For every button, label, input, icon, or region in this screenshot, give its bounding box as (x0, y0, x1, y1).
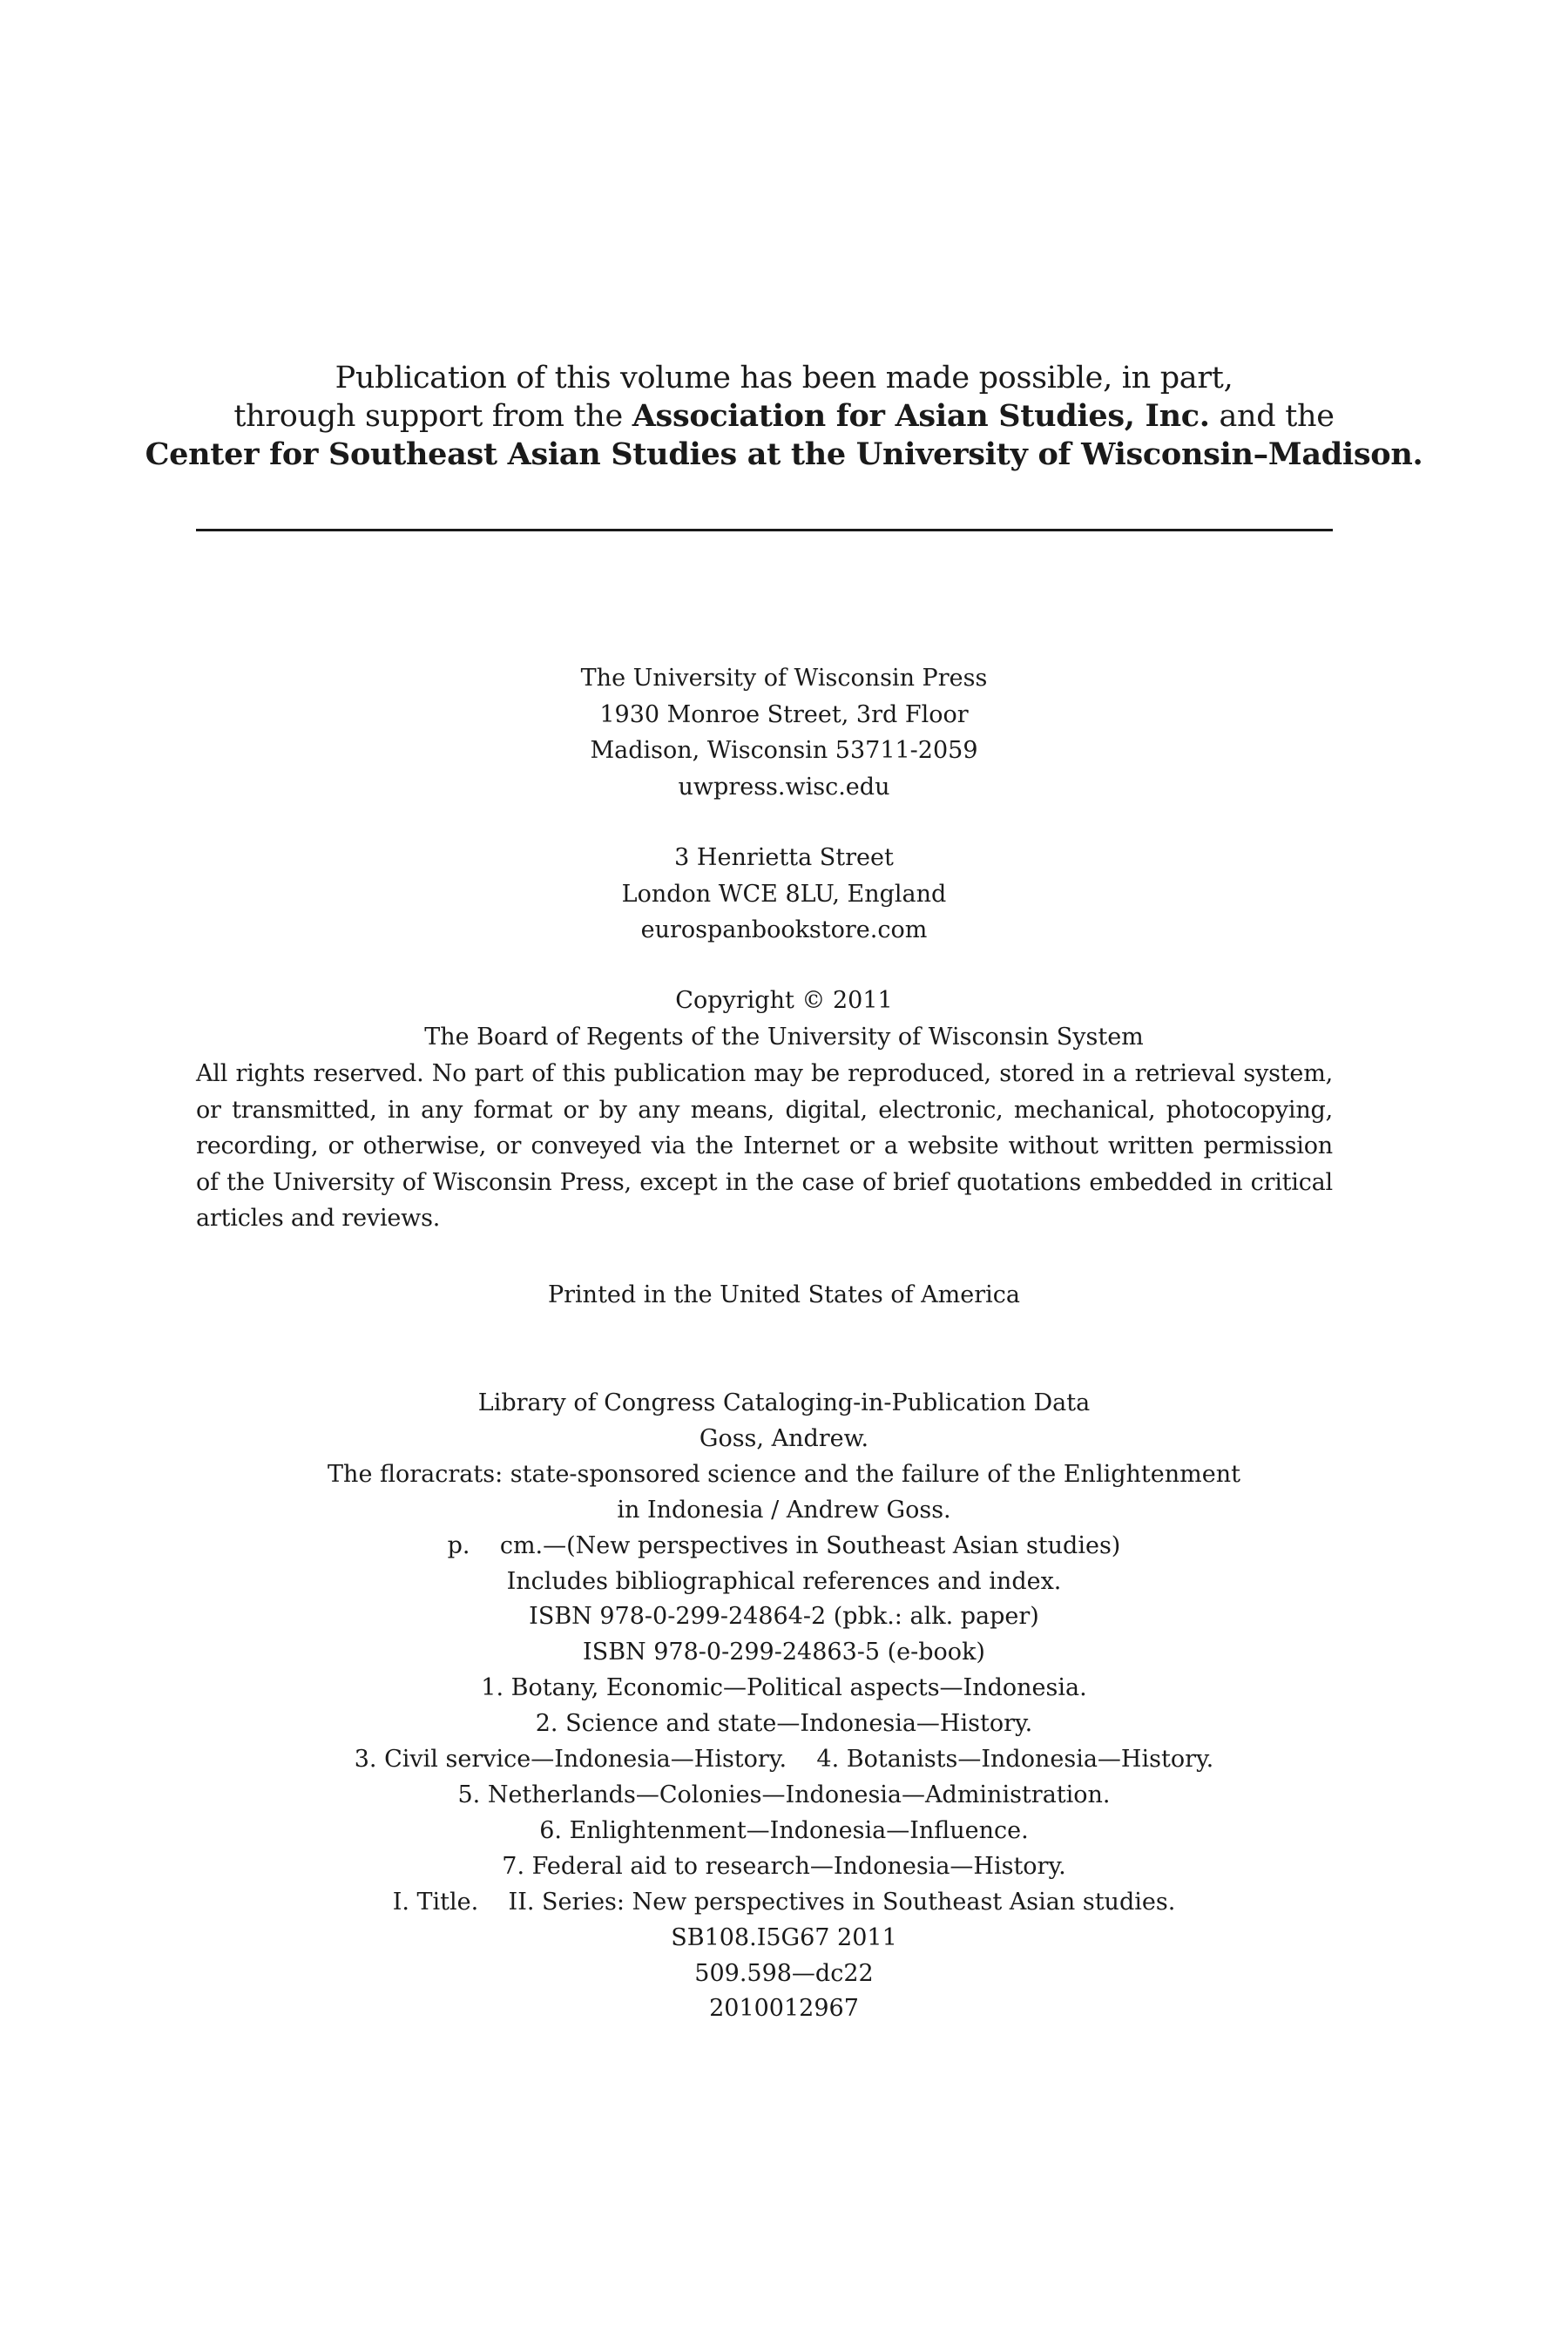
support-line-3 (0, 436, 1568, 474)
rights-line: recording, or otherwise, or conveyed via the Internet or a website without written permission (196, 1132, 1333, 1159)
cip-heading: Library of Congress Cataloging-in-Publication Data (477, 1389, 1091, 1416)
cip-note: Includes bibliographical references and index. (506, 1567, 1062, 1595)
rights-line: All rights reserved. No part of this publication may be reproduced, stored in a retrieval system, (196, 1060, 1333, 1087)
cip-subject: 7. Federal aid to research—Indonesia—History. (502, 1852, 1066, 1880)
rights-line: articles and reviews. (196, 1205, 441, 1232)
cip-subject: 1. Botany, Economic—Political aspects—Indonesia. (481, 1674, 1087, 1702)
cip-title: The floracrats: state-sponsored science and the failure of the Enlightenment (328, 1460, 1240, 1488)
press-us-line: 1930 Monroe Street, 3rd Floor (599, 700, 969, 728)
press-us-line: The University of Wisconsin Press (580, 665, 988, 692)
support-line-2 (0, 397, 1568, 436)
cip-subject: 6. Enlightenment—Indonesia—Influence. (539, 1816, 1029, 1844)
cip-control-number: 2010012967 (709, 1995, 859, 2023)
copyright-holder: The Board of Regents of the University of Wisconsin System (424, 1023, 1144, 1051)
support-statement (0, 359, 1568, 474)
printed-line: Printed in the United States of America (547, 1281, 1021, 1308)
rights-line: or transmitted, in any format or by any means, digital, electronic, mechanical, photocopying, (196, 1096, 1333, 1124)
cip-subject: 5. Netherlands—Colonies—Indonesia—Administration. (457, 1781, 1111, 1808)
cip-author: Goss, Andrew. (699, 1424, 869, 1452)
cip-dewey-number: 509.598—dc22 (694, 1959, 874, 1987)
press-uk-line: London WCE 8LU, England (621, 880, 947, 908)
cip-series: p. cm.—(New perspectives in Southeast Asian studies) (447, 1531, 1121, 1559)
press-uk-line: 3 Henrietta Street (674, 844, 894, 871)
printed-in (0, 1277, 1568, 1314)
cseas-name: Center for Southeast Asian Studies at the University of Wisconsin–Madison. (145, 436, 1423, 472)
support-line-2-post: and the (1209, 399, 1335, 434)
cip-subject: 2. Science and state—Indonesia—History. (535, 1710, 1033, 1738)
press-uk-website: eurospanbookstore.com (640, 916, 928, 943)
rights-line: of the University of Wisconsin Press, except in the case of brief quotations embedded in critical (196, 1168, 1333, 1196)
cip-data (0, 1386, 1568, 2027)
press-address-uk (0, 840, 1568, 949)
press-us-website: uwpress.wisc.edu (678, 773, 890, 801)
support-line-1: Publication of this volume has been made possible, in part, (335, 361, 1233, 395)
rights-paragraph (196, 1056, 1333, 1237)
cip-title-cont: in Indonesia / Andrew Goss. (617, 1496, 951, 1524)
press-address-us (0, 660, 1568, 805)
cip-subject: 3. Civil service—Indonesia—History. 4. Botanists—Indonesia—History. (354, 1746, 1214, 1774)
copyright-line: Copyright © 2011 (675, 987, 893, 1014)
cip-isbn: ISBN 978-0-299-24863-5 (e-book) (583, 1639, 985, 1666)
cip-lc-number: SB108.I5G67 2011 (671, 1923, 897, 1951)
cip-title-series: I. Title. II. Series: New perspectives in Southeast Asian studies. (392, 1888, 1176, 1916)
press-us-line: Madison, Wisconsin 53711-2059 (590, 737, 978, 764)
cip-isbn: ISBN 978-0-299-24864-2 (pbk.: alk. paper) (529, 1603, 1039, 1631)
support-line-2-pre: through support from the (233, 399, 632, 434)
horizontal-rule (196, 529, 1333, 531)
copyright-notice (0, 983, 1568, 1055)
aas-name: Association for Asian Studies, Inc. (632, 398, 1210, 434)
